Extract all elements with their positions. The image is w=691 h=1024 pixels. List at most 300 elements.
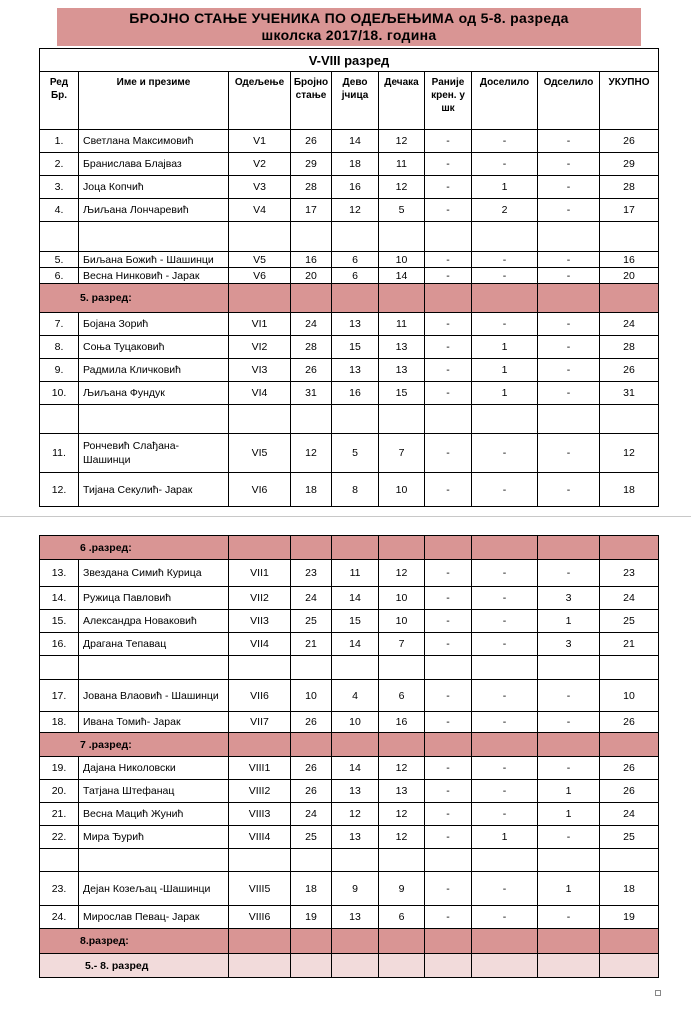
section-cell xyxy=(229,929,291,954)
table-cell-sum: 28 xyxy=(600,176,659,199)
table-cell-moved-in: 1 xyxy=(472,359,538,382)
table-cell-total: 18 xyxy=(291,872,332,906)
section-cell xyxy=(229,954,291,978)
title-line-1: БРОЈНО СТАЊЕ УЧЕНИКА ПО ОДЕЉЕЊИМА од 5-8. разреда xyxy=(129,10,569,26)
table-cell-moved-in: - xyxy=(472,587,538,610)
table-cell-class: V5 xyxy=(229,252,291,268)
empty-cell xyxy=(79,222,229,252)
table-row xyxy=(40,587,659,610)
empty-cell xyxy=(425,656,472,680)
table-cell-name: Биљана Божић - Шашинци xyxy=(79,252,229,268)
table-cell-total: 26 xyxy=(291,130,332,153)
table-cell-moved-in: - xyxy=(472,268,538,284)
table-cell-moved-out: - xyxy=(538,560,600,587)
section-cell xyxy=(472,929,538,954)
section-cell xyxy=(332,536,379,560)
table-cell-total: 12 xyxy=(291,434,332,473)
table-cell-sum: 18 xyxy=(600,473,659,507)
table-cell-earlier: - xyxy=(425,336,472,359)
table-row xyxy=(40,313,659,336)
table-cell-moved-in: 1 xyxy=(472,382,538,405)
table-cell-sum: 10 xyxy=(600,680,659,712)
empty-cell xyxy=(538,222,600,252)
section-cell xyxy=(425,954,472,978)
section-cell xyxy=(472,954,538,978)
table-cell-no: 18. xyxy=(40,712,79,733)
table-cell-earlier: - xyxy=(425,560,472,587)
table-cell-moved-out: - xyxy=(538,382,600,405)
table-cell-moved-out: - xyxy=(538,252,600,268)
table-cell-boys: 12 xyxy=(379,560,425,587)
table-cell-no: 7. xyxy=(40,313,79,336)
section-cell xyxy=(379,284,425,313)
table-row xyxy=(40,872,659,906)
section-cell xyxy=(379,733,425,757)
table-cell-total: 19 xyxy=(291,906,332,929)
table-cell-name: Весна Мацић Жунић xyxy=(79,803,229,826)
section-cell xyxy=(538,929,600,954)
empty-cell xyxy=(425,849,472,872)
section-cell xyxy=(332,733,379,757)
empty-cell xyxy=(40,656,79,680)
table-cell-total: 28 xyxy=(291,336,332,359)
table-cell-earlier: - xyxy=(425,434,472,473)
table-cell-boys: 7 xyxy=(379,633,425,656)
section-cell xyxy=(472,536,538,560)
students-table-page2 xyxy=(39,535,659,978)
col-header: Бројно стање xyxy=(291,72,332,130)
table-cell-girls: 16 xyxy=(332,176,379,199)
empty-cell xyxy=(229,849,291,872)
table-cell-no: 13. xyxy=(40,560,79,587)
table-row xyxy=(40,268,659,284)
table-cell-total: 25 xyxy=(291,610,332,633)
table-cell-girls: 18 xyxy=(332,153,379,176)
table-cell-moved-out: 3 xyxy=(538,587,600,610)
table-cell-total: 24 xyxy=(291,313,332,336)
section-row xyxy=(40,536,659,560)
table-cell-earlier: - xyxy=(425,803,472,826)
table-cell-moved-out: - xyxy=(538,826,600,849)
section-cell xyxy=(229,733,291,757)
table-cell-moved-out: - xyxy=(538,199,600,222)
table-cell-moved-in: - xyxy=(472,560,538,587)
table-cell-moved-in: 1 xyxy=(472,176,538,199)
section-cell xyxy=(538,954,600,978)
table-cell-moved-out: - xyxy=(538,268,600,284)
table-cell-name: Мира Ђурић xyxy=(79,826,229,849)
table-cell-class: VIII6 xyxy=(229,906,291,929)
empty-cell xyxy=(229,656,291,680)
empty-cell xyxy=(40,849,79,872)
table-cell-earlier: - xyxy=(425,633,472,656)
table-cell-earlier: - xyxy=(425,872,472,906)
table-cell-girls: 6 xyxy=(332,268,379,284)
table-cell-earlier: - xyxy=(425,473,472,507)
table-cell-no: 22. xyxy=(40,826,79,849)
section-cell xyxy=(425,733,472,757)
table-cell-girls: 8 xyxy=(332,473,379,507)
table-cell-class: V2 xyxy=(229,153,291,176)
table-cell-total: 26 xyxy=(291,359,332,382)
table-cell-moved-out: - xyxy=(538,906,600,929)
table-cell-no: 12. xyxy=(40,473,79,507)
table-cell-moved-in: - xyxy=(472,610,538,633)
section-cell xyxy=(538,733,600,757)
section-cell xyxy=(425,929,472,954)
table-cell-name: Тијана Секулић- Јарак xyxy=(79,473,229,507)
table-cell-moved-in: - xyxy=(472,757,538,780)
table-cell-girls: 13 xyxy=(332,359,379,382)
col-header: Дево јчица xyxy=(332,72,379,130)
section-cell xyxy=(229,284,291,313)
table-cell-boys: 9 xyxy=(379,872,425,906)
table-row xyxy=(40,757,659,780)
table-cell-boys: 6 xyxy=(379,680,425,712)
table-cell-class: VI6 xyxy=(229,473,291,507)
table-cell-no: 1. xyxy=(40,130,79,153)
table-cell-sum: 16 xyxy=(600,252,659,268)
table-cell-boys: 15 xyxy=(379,382,425,405)
table-cell-class: V3 xyxy=(229,176,291,199)
table-cell-sum: 24 xyxy=(600,803,659,826)
table-cell-class: VI4 xyxy=(229,382,291,405)
table-cell-no: 17. xyxy=(40,680,79,712)
table-cell-sum: 25 xyxy=(600,826,659,849)
empty-cell xyxy=(538,405,600,434)
col-header: Ред Бр. xyxy=(40,72,79,130)
table-cell-total: 10 xyxy=(291,680,332,712)
table-cell-moved-out: - xyxy=(538,176,600,199)
table-cell-girls: 14 xyxy=(332,633,379,656)
table-cell-total: 23 xyxy=(291,560,332,587)
table-cell-moved-out: 1 xyxy=(538,610,600,633)
table-cell-sum: 28 xyxy=(600,336,659,359)
table-cell-earlier: - xyxy=(425,268,472,284)
table-cell-no: 14. xyxy=(40,587,79,610)
table-cell-boys: 10 xyxy=(379,610,425,633)
section-cell xyxy=(600,284,659,313)
empty-cell xyxy=(538,656,600,680)
col-header: Дечака xyxy=(379,72,425,130)
table-cell-earlier: - xyxy=(425,176,472,199)
table-cell-earlier: - xyxy=(425,757,472,780)
section-label: 8.разред: xyxy=(40,929,229,954)
empty-cell xyxy=(425,405,472,434)
table-cell-girls: 16 xyxy=(332,382,379,405)
table-cell-girls: 9 xyxy=(332,872,379,906)
empty-cell xyxy=(472,656,538,680)
table-row xyxy=(40,252,659,268)
table-caption: V-VIII разред xyxy=(40,49,659,72)
table-row xyxy=(40,560,659,587)
table-cell-total: 20 xyxy=(291,268,332,284)
table-cell-girls: 15 xyxy=(332,336,379,359)
table-cell-boys: 16 xyxy=(379,712,425,733)
table-cell-girls: 12 xyxy=(332,803,379,826)
table-cell-name: Љиљана Лончаревић xyxy=(79,199,229,222)
table-cell-name: Татјана Штефанац xyxy=(79,780,229,803)
table-cell-class: V4 xyxy=(229,199,291,222)
table-cell-earlier: - xyxy=(425,610,472,633)
table-cell-name: Радмила Кличковић xyxy=(79,359,229,382)
section-cell xyxy=(291,284,332,313)
table-cell-girls: 11 xyxy=(332,560,379,587)
table-cell-moved-in: - xyxy=(472,872,538,906)
table-row xyxy=(40,176,659,199)
empty-cell xyxy=(472,222,538,252)
table-cell-class: VII3 xyxy=(229,610,291,633)
table-cell-total: 28 xyxy=(291,176,332,199)
table-cell-boys: 11 xyxy=(379,313,425,336)
table-cell-moved-out: - xyxy=(538,153,600,176)
table-header-row xyxy=(40,72,659,130)
table-cell-boys: 5 xyxy=(379,199,425,222)
table-cell-girls: 13 xyxy=(332,313,379,336)
table-row xyxy=(40,610,659,633)
table-cell-boys: 10 xyxy=(379,252,425,268)
table-row xyxy=(40,680,659,712)
table-cell-moved-in: - xyxy=(472,906,538,929)
table-cell-girls: 14 xyxy=(332,757,379,780)
section-label: 7 .разред: xyxy=(40,733,229,757)
table-cell-moved-out: - xyxy=(538,434,600,473)
col-header: УКУПНО xyxy=(600,72,659,130)
table-cell-earlier: - xyxy=(425,252,472,268)
table-cell-earlier: - xyxy=(425,826,472,849)
section-cell xyxy=(332,929,379,954)
table-cell-boys: 13 xyxy=(379,359,425,382)
table-cell-no: 4. xyxy=(40,199,79,222)
table-cell-moved-in: - xyxy=(472,803,538,826)
empty-cell xyxy=(229,222,291,252)
empty-cell xyxy=(425,222,472,252)
table-row xyxy=(40,803,659,826)
table-cell-total: 18 xyxy=(291,473,332,507)
table-cell-boys: 10 xyxy=(379,587,425,610)
table-cell-moved-in: - xyxy=(472,780,538,803)
table-cell-girls: 5 xyxy=(332,434,379,473)
col-header: Одељење xyxy=(229,72,291,130)
table-cell-name: Ивана Томић- Јарак xyxy=(79,712,229,733)
table-cell-sum: 18 xyxy=(600,872,659,906)
table-cell-sum: 25 xyxy=(600,610,659,633)
table-cell-sum: 26 xyxy=(600,712,659,733)
table-cell-earlier: - xyxy=(425,130,472,153)
table-cell-moved-in: - xyxy=(472,680,538,712)
table-cell-boys: 11 xyxy=(379,153,425,176)
table-cell-no: 6. xyxy=(40,268,79,284)
table-cell-class: VI1 xyxy=(229,313,291,336)
empty-cell xyxy=(229,405,291,434)
table-row xyxy=(40,473,659,507)
section-cell xyxy=(332,284,379,313)
empty-cell xyxy=(379,656,425,680)
table-cell-total: 26 xyxy=(291,712,332,733)
section-cell xyxy=(379,929,425,954)
table-cell-moved-out: 1 xyxy=(538,803,600,826)
section-row xyxy=(40,733,659,757)
table-cell-girls: 13 xyxy=(332,826,379,849)
table-row xyxy=(40,633,659,656)
table-cell-moved-in: - xyxy=(472,313,538,336)
table-cell-name: Дејан Козељац -Шашинци xyxy=(79,872,229,906)
table-cell-total: 24 xyxy=(291,587,332,610)
empty-row xyxy=(40,849,659,872)
table-cell-sum: 20 xyxy=(600,268,659,284)
empty-row xyxy=(40,222,659,252)
section-cell xyxy=(425,536,472,560)
empty-cell xyxy=(600,656,659,680)
section-cell xyxy=(291,733,332,757)
table-cell-class: V6 xyxy=(229,268,291,284)
table-cell-class: VI5 xyxy=(229,434,291,473)
table-cell-moved-out: - xyxy=(538,473,600,507)
section-cell xyxy=(538,536,600,560)
table-cell-class: VII4 xyxy=(229,633,291,656)
table-cell-total: 16 xyxy=(291,252,332,268)
table-cell-sum: 12 xyxy=(600,434,659,473)
section-cell xyxy=(291,929,332,954)
table-cell-no: 15. xyxy=(40,610,79,633)
table-cell-girls: 15 xyxy=(332,610,379,633)
table-cell-no: 9. xyxy=(40,359,79,382)
empty-cell xyxy=(379,222,425,252)
col-header: Одселило xyxy=(538,72,600,130)
empty-cell xyxy=(79,849,229,872)
document-title xyxy=(57,8,641,46)
table-cell-boys: 12 xyxy=(379,130,425,153)
table-cell-class: VIII3 xyxy=(229,803,291,826)
table-cell-sum: 17 xyxy=(600,199,659,222)
table-cell-boys: 14 xyxy=(379,268,425,284)
section-cell xyxy=(472,284,538,313)
table-cell-class: VI2 xyxy=(229,336,291,359)
table-cell-girls: 6 xyxy=(332,252,379,268)
table-cell-moved-in: - xyxy=(472,434,538,473)
empty-cell xyxy=(600,222,659,252)
table-cell-no: 8. xyxy=(40,336,79,359)
empty-cell xyxy=(291,222,332,252)
table-cell-boys: 12 xyxy=(379,826,425,849)
section-cell xyxy=(538,284,600,313)
table-cell-class: VI3 xyxy=(229,359,291,382)
table-cell-total: 26 xyxy=(291,757,332,780)
table-cell-class: VIII2 xyxy=(229,780,291,803)
table-cell-moved-out: 1 xyxy=(538,780,600,803)
table-cell-class: VII7 xyxy=(229,712,291,733)
table-cell-girls: 13 xyxy=(332,906,379,929)
empty-cell xyxy=(332,849,379,872)
table-cell-total: 24 xyxy=(291,803,332,826)
section-label: 5. разред: xyxy=(40,284,229,313)
empty-row xyxy=(40,405,659,434)
table-cell-name: Дајана Николовски xyxy=(79,757,229,780)
table-cell-earlier: - xyxy=(425,906,472,929)
table-cell-moved-in: - xyxy=(472,712,538,733)
table-cell-earlier: - xyxy=(425,587,472,610)
table-cell-name: Весна Нинковић - Јарак xyxy=(79,268,229,284)
table-row xyxy=(40,826,659,849)
table-cell-girls: 13 xyxy=(332,780,379,803)
table-cell-boys: 12 xyxy=(379,176,425,199)
section-cell xyxy=(600,929,659,954)
table-cell-girls: 12 xyxy=(332,199,379,222)
table-cell-name: Александра Новаковић xyxy=(79,610,229,633)
section-row xyxy=(40,284,659,313)
page-break xyxy=(0,516,691,517)
table-cell-no: 16. xyxy=(40,633,79,656)
table-cell-total: 29 xyxy=(291,153,332,176)
table-cell-name: Ружица Павловић xyxy=(79,587,229,610)
table-cell-class: V1 xyxy=(229,130,291,153)
table-cell-no: 20. xyxy=(40,780,79,803)
table-row xyxy=(40,199,659,222)
section-cell xyxy=(379,954,425,978)
title-line-2: школска 2017/18. година xyxy=(261,27,437,43)
table-cell-sum: 26 xyxy=(600,359,659,382)
table-cell-sum: 31 xyxy=(600,382,659,405)
empty-cell xyxy=(472,849,538,872)
table-cell-moved-in: - xyxy=(472,153,538,176)
table-cell-moved-in: - xyxy=(472,633,538,656)
table-cell-earlier: - xyxy=(425,153,472,176)
table-cell-moved-out: - xyxy=(538,712,600,733)
section-cell xyxy=(332,954,379,978)
empty-cell xyxy=(79,405,229,434)
table-cell-moved-in: 1 xyxy=(472,826,538,849)
table-cell-no: 10. xyxy=(40,382,79,405)
section-row xyxy=(40,929,659,954)
table-cell-no: 23. xyxy=(40,872,79,906)
empty-cell xyxy=(472,405,538,434)
table-cell-name: Бојана Зорић xyxy=(79,313,229,336)
section-cell xyxy=(229,536,291,560)
table-cell-boys: 12 xyxy=(379,803,425,826)
table-cell-total: 26 xyxy=(291,780,332,803)
table-cell-earlier: - xyxy=(425,359,472,382)
table-cell-total: 25 xyxy=(291,826,332,849)
empty-cell xyxy=(379,849,425,872)
table-row xyxy=(40,906,659,929)
students-table-page1 xyxy=(39,48,659,507)
table-cell-earlier: - xyxy=(425,780,472,803)
table-cell-sum: 24 xyxy=(600,587,659,610)
table-cell-earlier: - xyxy=(425,199,472,222)
table-cell-name: Соња Туцаковић xyxy=(79,336,229,359)
table-cell-name: Љиљана Фундук xyxy=(79,382,229,405)
section-label: 6 .разред: xyxy=(40,536,229,560)
table-cell-name: Драгана Тепавац xyxy=(79,633,229,656)
empty-cell xyxy=(291,405,332,434)
table-cell-class: VIII5 xyxy=(229,872,291,906)
table-cell-earlier: - xyxy=(425,382,472,405)
empty-cell xyxy=(332,222,379,252)
table-cell-boys: 13 xyxy=(379,780,425,803)
table-cell-moved-in: - xyxy=(472,252,538,268)
table-cell-moved-in: - xyxy=(472,473,538,507)
table-cell-moved-out: - xyxy=(538,313,600,336)
table-cell-sum: 29 xyxy=(600,153,659,176)
table-cell-earlier: - xyxy=(425,680,472,712)
table-cell-moved-out: - xyxy=(538,757,600,780)
table-cell-name: Јована Влаовић - Шашинци xyxy=(79,680,229,712)
table-cell-earlier: - xyxy=(425,712,472,733)
table-cell-moved-out: - xyxy=(538,359,600,382)
table-cell-total: 17 xyxy=(291,199,332,222)
table-cell-moved-in: 1 xyxy=(472,336,538,359)
page-corner-mark xyxy=(655,990,661,996)
